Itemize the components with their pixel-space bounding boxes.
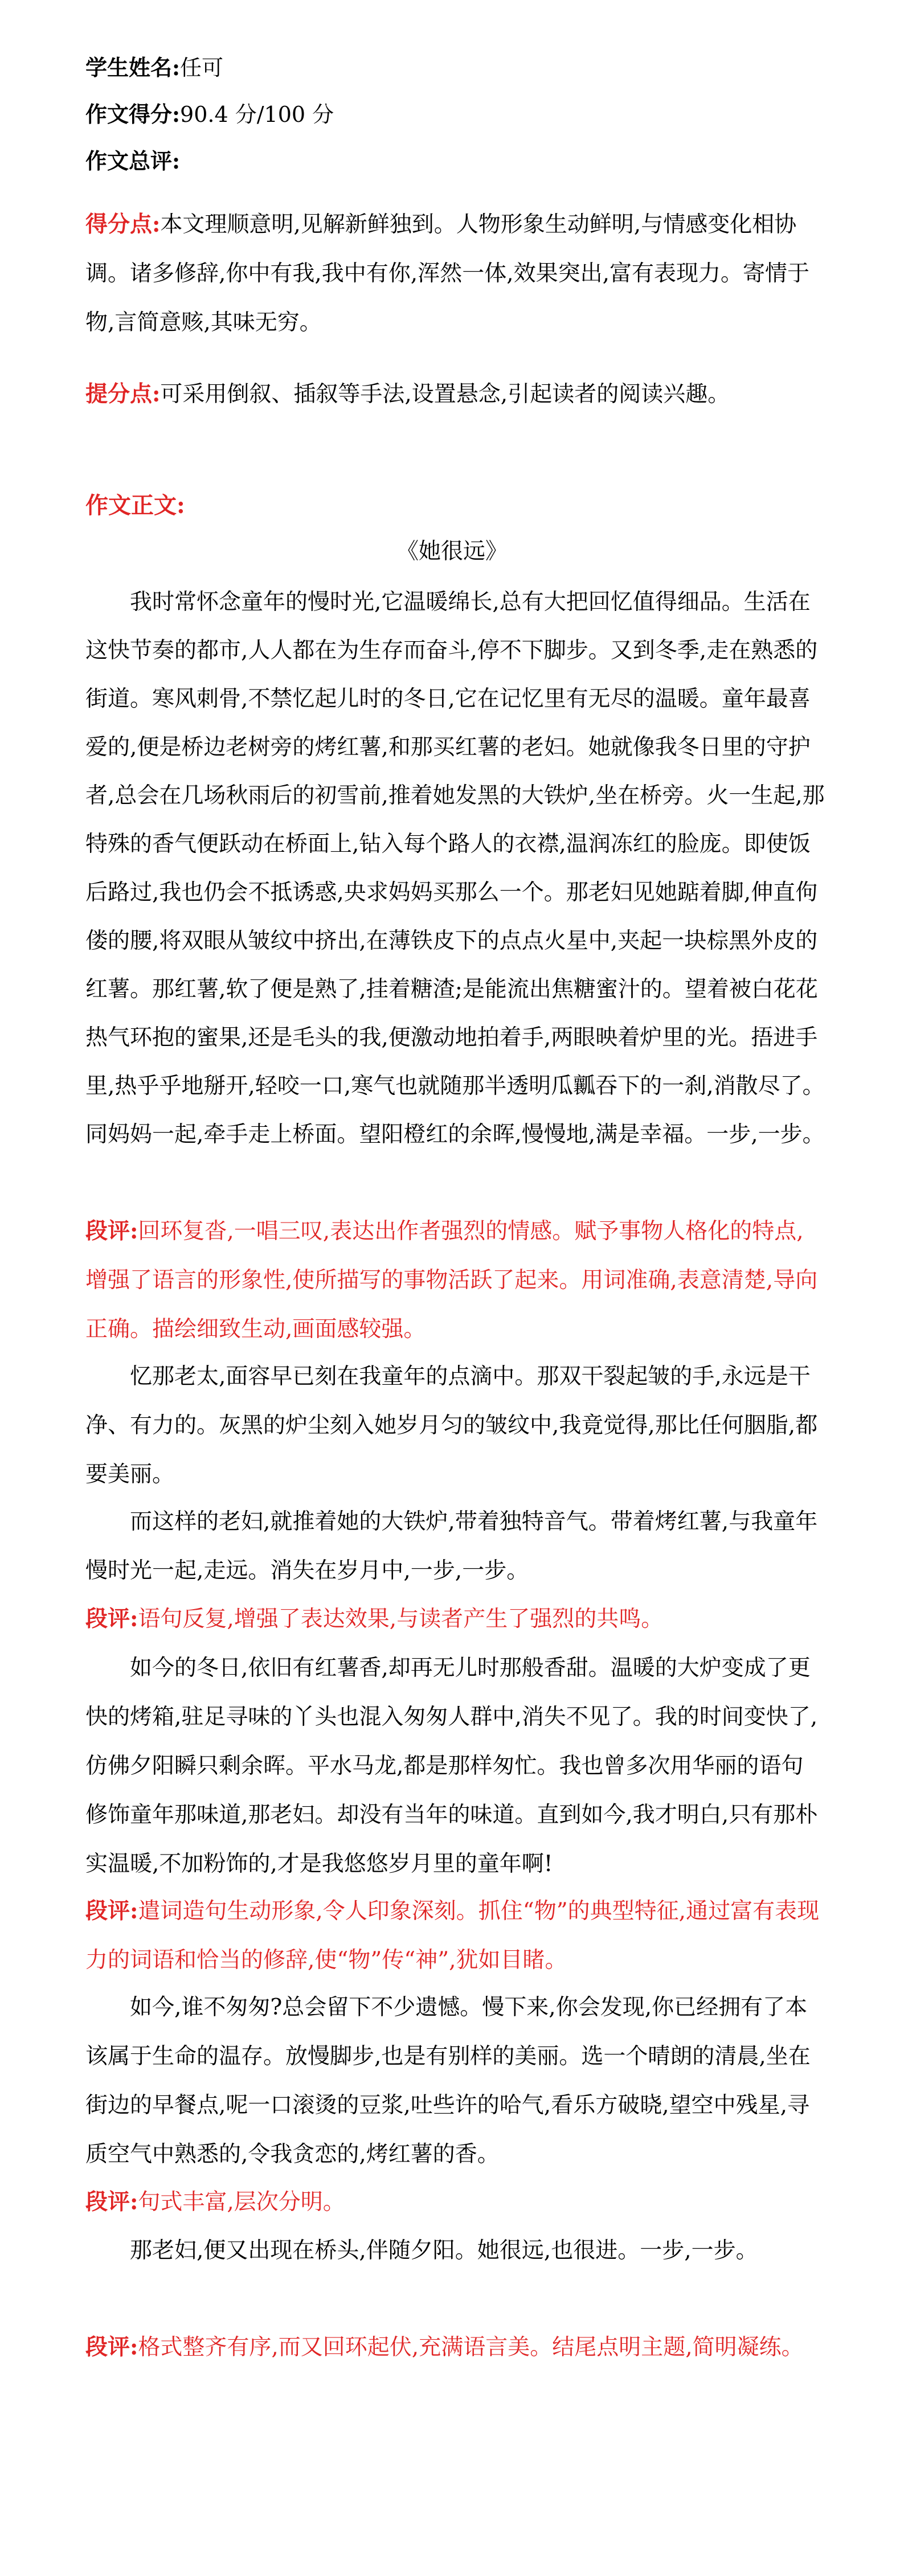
- review-1-text: 回环复沓,一唱三叹,表达出作者强烈的情感。赋予事物人格化的特点,增强了语言的形象性,使所描写的事物活跃了起来。用词准确,表意清楚,导向正确。描绘细致生动,画面感较强。: [85, 1219, 818, 1342]
- review-3: [85, 1886, 825, 1985]
- review-label: 段评:: [85, 2189, 138, 2215]
- essay-title: 《她很远》: [396, 539, 508, 564]
- student-name: 任可: [180, 55, 224, 80]
- paragraph-5: [85, 1983, 825, 2179]
- review-label: 段评:: [85, 1218, 138, 1244]
- score-label: 作文得分:: [85, 101, 181, 127]
- improve-label: 提分点:: [85, 381, 161, 407]
- score-row: [85, 97, 334, 132]
- review-label: 段评:: [85, 2334, 138, 2360]
- merit-label: 得分点:: [85, 211, 161, 237]
- review-3-text: 遣词造句生动形象,令人印象深刻。抓住“物”的典型特征,通过富有表现力的词语和恰当的修辞,使“物”传“神”,犹如目睹。: [85, 1898, 820, 1973]
- score-value: 90.4 分/100 分: [180, 102, 334, 127]
- essay-heading: 作文正文:: [85, 492, 185, 519]
- paragraph-6-text: 那老妇,便又出现在桥头,伴随夕阳。她很远,也很进。一步,一步。: [130, 2238, 758, 2263]
- review-2: [85, 1594, 825, 1644]
- student-name-label: 学生姓名:: [85, 55, 181, 80]
- improve-block: [85, 370, 825, 419]
- paragraph-1-text: 我时常怀念童年的慢时光,它温暖绵长,总有大把回忆值得细品。生活在这快节奏的都市,人人都在为生存而奋斗,停不下脚步。又到冬季,走在熟悉的街道。寒风刺骨,不禁忆起儿时的冬日,它在记忆里有无尽的温暖。童年最喜爱的,便是桥边老树旁的烤红薯,和那买红薯的老妇。她就像我冬日里的守护者,总会在几场秋雨后的初雪前,推着她发黑的大铁炉,坐在桥旁。火一生起,那特殊的香气便跃动在桥面上,钻入每个路人的衣襟,温润冻红的脸庞。即使饭后路过,我也仍会不抵诱惑,央求妈妈买那么一个。那老妇见她踮着脚,伸直佝偻的腰,将双眼从皱纹中挤出,在薄铁皮下的点点火星中,夹起一块棕黑外皮的红薯。那红薯,软了便是熟了,挂着糖渣;是能流出焦糖蜜汁的。望着被白花花热气环抱的蜜果,还是毛头的我,便激动地拍着手,两眼映着炉里的光。捂进手里,热乎乎地掰开,轻咬一口,寒气也就随那半透明瓜瓤吞下的一刹,消散尽了。同妈妈一起,牵手走上桥面。望阳橙红的余晖,慢慢地,满是幸福。一步,一步。: [85, 589, 825, 1147]
- paragraph-3: [85, 1498, 825, 1595]
- paragraph-1: [85, 578, 825, 1159]
- review-5-text: 格式整齐有序,而又回环起伏,充满语言美。结尾点明主题,简明凝练。: [138, 2335, 804, 2360]
- improve-text: 可采用倒叙、插叙等手法,设置悬念,引起读者的阅读兴趣。: [160, 382, 730, 407]
- merit-text: 本文理顺意明,见解新鲜独到。人物形象生动鲜明,与情感变化相协调。诸多修辞,你中有我,我中有你,浑然一体,效果突出,富有表现力。寄情于物,言简意赅,其味无穷。: [85, 212, 809, 335]
- review-2-text: 语句反复,增强了表达效果,与读者产生了强烈的共鸣。: [138, 1606, 664, 1632]
- summary-label: 作文总评:: [85, 148, 181, 174]
- review-1: [85, 1207, 825, 1354]
- review-label: 段评:: [85, 1606, 138, 1632]
- merit-block: [85, 200, 825, 347]
- summary-row: [85, 143, 180, 179]
- student-name-row: [85, 50, 223, 85]
- paragraph-5-text: 如今,谁不匆匆?总会留下不少遗憾。慢下来,你会发现,你已经拥有了本该属于生命的温存。放慢脚步,也是有别样的美丽。选一个晴朗的清晨,坐在街边的早餐点,呢一口滚烫的豆浆,吐些许的哈气,看乐方破晓,望空中残星,寻质空气中熟悉的,令我贪恋的,烤红薯的香。: [85, 1995, 811, 2167]
- review-4-text: 句式丰富,层次分明。: [138, 2189, 345, 2215]
- review-4: [85, 2177, 825, 2227]
- paragraph-2: [85, 1352, 825, 1499]
- paragraph-2-text: 忆那老太,面容早已刻在我童年的点滴中。那双干裂起皱的手,永远是干净、有力的。灰黑的炉尘刻入她岁月匀的皱纹中,我竟觉得,那比任何胭脂,都要美丽。: [85, 1364, 818, 1487]
- review-label: 段评:: [85, 1898, 138, 1924]
- paragraph-4: [85, 1644, 825, 1889]
- review-5: [85, 2323, 825, 2372]
- paragraph-4-text: 如今的冬日,依旧有红薯香,却再无儿时那般香甜。温暖的大炉变成了更快的烤箱,驻足寻味的丫头也混入匆匆人群中,消失不见了。我的时间变快了,仿佛夕阳瞬只剩余晖。平水马龙,都是那样匆忙。我也曾多次用华丽的语句修饰童年那味道,那老妇。却没有当年的味道。直到如今,我才明白,只有那朴实温暖,不加粉饰的,才是我悠悠岁月里的童年啊!: [85, 1655, 818, 1877]
- paragraph-6: [85, 2226, 825, 2275]
- paragraph-3-text: 而这样的老妇,就推着她的大铁炉,带着独特音气。带着烤红薯,与我童年慢时光一起,走远。消失在岁月中,一步,一步。: [85, 1509, 818, 1584]
